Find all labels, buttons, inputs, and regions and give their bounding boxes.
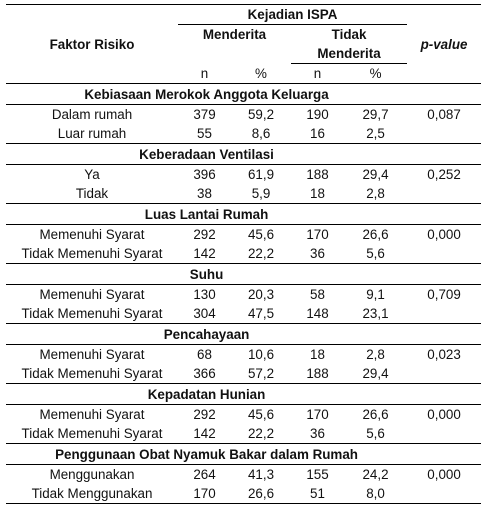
cell-pct-sick: 47,5 bbox=[247, 306, 275, 321]
table-row bbox=[6, 165, 481, 185]
section-title-pvalue-blank bbox=[407, 324, 481, 345]
cell-pct-not-sick: 24,2 bbox=[362, 467, 389, 482]
table-row bbox=[6, 285, 481, 305]
table-row bbox=[6, 465, 481, 485]
risk-factor-table bbox=[6, 4, 481, 504]
cell-pct-not-sick: 29,4 bbox=[362, 167, 389, 182]
header-n-not-sick: n bbox=[291, 64, 344, 84]
cell-pvalue: 0,000 bbox=[427, 407, 461, 422]
row-label: Menggunakan bbox=[49, 467, 135, 482]
cell-pct-not-sick: 8,0 bbox=[344, 484, 407, 504]
table-row bbox=[6, 105, 481, 125]
section-title: Luas Lantai Rumah bbox=[6, 204, 407, 225]
cell-pct-not-sick: 5,6 bbox=[366, 426, 385, 441]
cell-pvalue: 0,709 bbox=[427, 287, 461, 302]
section-title-pvalue-blank bbox=[407, 84, 481, 105]
cell-pct-not-sick: 2,8 bbox=[366, 186, 385, 201]
row-label: Tidak Memenuhi Syarat bbox=[21, 306, 163, 321]
cell-pct-not-sick: 2,8 bbox=[366, 347, 385, 362]
cell-n-not-sick: 170 bbox=[306, 407, 329, 422]
section-title: Kebiasaan Merokok Anggota Keluarga bbox=[6, 84, 407, 105]
section-title: Pencahayaan bbox=[6, 324, 407, 345]
section-header-row bbox=[6, 84, 481, 105]
cell-n-not-sick: 190 bbox=[306, 107, 329, 122]
cell-pct-sick: 59,2 bbox=[247, 107, 275, 122]
cell-pct-not-sick: 2,5 bbox=[366, 126, 385, 141]
row-label: Luar rumah bbox=[57, 126, 127, 141]
cell-n-sick: 264 bbox=[193, 467, 216, 482]
header-n-sick: n bbox=[178, 64, 231, 84]
header-pct-sick: % bbox=[231, 64, 291, 84]
section-title: Suhu bbox=[6, 264, 407, 285]
row-label: Tidak Memenuhi Syarat bbox=[21, 426, 163, 441]
cell-n-sick: 292 bbox=[193, 227, 216, 242]
cell-pct-sick: 8,6 bbox=[251, 126, 271, 141]
cell-n-sick: 142 bbox=[193, 246, 216, 261]
section-header-row bbox=[6, 444, 481, 465]
header-not-sick-line2: Menderita bbox=[317, 46, 381, 61]
cell-n-sick: 170 bbox=[178, 484, 231, 504]
cell-n-sick: 366 bbox=[193, 366, 216, 381]
table-row bbox=[6, 225, 481, 245]
cell-n-not-sick: 148 bbox=[306, 306, 329, 321]
section-header-row bbox=[6, 204, 481, 225]
cell-pct-sick: 22,2 bbox=[247, 426, 275, 441]
cell-pct-not-sick: 26,6 bbox=[362, 407, 389, 422]
cell-pct-sick: 41,3 bbox=[247, 467, 275, 482]
row-label: Tidak bbox=[75, 186, 109, 201]
section-title-pvalue-blank bbox=[407, 264, 481, 285]
header-sick: Menderita bbox=[202, 27, 267, 42]
section-title: Keberadaan Ventilasi bbox=[6, 144, 407, 165]
cell-pct-sick: 61,9 bbox=[247, 167, 275, 182]
cell-n-sick: 396 bbox=[193, 167, 216, 182]
cell-n-sick: 304 bbox=[193, 306, 216, 321]
cell-pct-not-sick: 29,4 bbox=[362, 366, 389, 381]
cell-pct-not-sick: 26,6 bbox=[362, 227, 389, 242]
cell-pvalue: 0,252 bbox=[427, 167, 461, 182]
table-row bbox=[6, 345, 481, 365]
header-pvalue: p-value bbox=[407, 5, 481, 84]
cell-n-not-sick: 36 bbox=[310, 426, 325, 441]
cell-pct-sick: 57,2 bbox=[247, 366, 275, 381]
cell-n-sick: 142 bbox=[193, 426, 216, 441]
cell-n-sick: 292 bbox=[193, 407, 216, 422]
cell-n-not-sick: 51 bbox=[291, 484, 344, 504]
cell-n-sick: 68 bbox=[197, 347, 212, 362]
header-not-sick bbox=[291, 25, 407, 64]
row-label: Memenuhi Syarat bbox=[39, 227, 145, 242]
cell-n-not-sick: 36 bbox=[310, 246, 325, 261]
cell-n-not-sick: 16 bbox=[310, 126, 325, 141]
section-title-pvalue-blank bbox=[407, 204, 481, 225]
cell-n-not-sick: 18 bbox=[310, 186, 325, 201]
section-title: Penggunaan Obat Nyamuk Bakar dalam Rumah bbox=[6, 444, 407, 465]
cell-n-not-sick: 170 bbox=[306, 227, 329, 242]
cell-pct-sick: 45,6 bbox=[247, 227, 275, 242]
cell-pct-not-sick: 9,1 bbox=[366, 287, 385, 302]
cell-pct-not-sick: 23,1 bbox=[362, 306, 389, 321]
cell-pct-sick: 5,9 bbox=[251, 186, 271, 201]
section-title-pvalue-blank bbox=[407, 444, 481, 465]
section-title-pvalue-blank bbox=[407, 144, 481, 165]
table-row bbox=[6, 405, 481, 425]
cell-pct-not-sick: 5,6 bbox=[366, 246, 385, 261]
row-label: Ya bbox=[84, 167, 100, 182]
cell-pct-sick: 22,2 bbox=[247, 246, 275, 261]
section-header-row bbox=[6, 144, 481, 165]
row-label: Tidak Memenuhi Syarat bbox=[21, 246, 163, 261]
table-body bbox=[6, 84, 481, 504]
section-header-row bbox=[6, 384, 481, 405]
cell-pvalue: 0,087 bbox=[427, 107, 461, 122]
cell-n-not-sick: 188 bbox=[306, 167, 329, 182]
section-title-pvalue-blank bbox=[407, 384, 481, 405]
section-header-row bbox=[6, 324, 481, 345]
cell-pct-sick: 10,6 bbox=[247, 347, 275, 362]
header-not-sick-line1: Tidak bbox=[331, 27, 367, 42]
cell-pct-sick: 20,3 bbox=[247, 287, 275, 302]
section-header-row bbox=[6, 264, 481, 285]
cell-n-not-sick: 18 bbox=[310, 347, 325, 362]
cell-n-not-sick: 155 bbox=[306, 467, 329, 482]
header-pct-not-sick: % bbox=[344, 64, 407, 84]
row-label: Tidak Memenuhi Syarat bbox=[21, 366, 163, 381]
row-label: Memenuhi Syarat bbox=[39, 407, 145, 422]
header-group: Kejadian ISPA bbox=[178, 5, 407, 25]
cell-n-sick: 130 bbox=[193, 287, 216, 302]
cell-n-not-sick: 188 bbox=[306, 366, 329, 381]
row-label: Memenuhi Syarat bbox=[39, 287, 145, 302]
cell-pct-sick: 26,6 bbox=[231, 484, 291, 504]
cell-n-sick: 55 bbox=[197, 126, 212, 141]
row-label: Tidak Menggunakan bbox=[6, 484, 178, 504]
row-label: Memenuhi Syarat bbox=[39, 347, 145, 362]
cell-pvalue: 0,023 bbox=[427, 347, 461, 362]
cell-n-sick: 379 bbox=[193, 107, 216, 122]
cell-n-not-sick: 58 bbox=[310, 287, 325, 302]
cell-pvalue: 0,000 bbox=[427, 227, 461, 242]
header-factor: Faktor Risiko bbox=[6, 5, 178, 84]
cell-pvalue: 0,000 bbox=[407, 465, 481, 504]
cell-pct-not-sick: 29,7 bbox=[362, 107, 389, 122]
table-header bbox=[6, 5, 481, 84]
section-title: Kepadatan Hunian bbox=[6, 384, 407, 405]
cell-n-sick: 38 bbox=[197, 186, 212, 201]
cell-pct-sick: 45,6 bbox=[247, 407, 275, 422]
row-label: Dalam rumah bbox=[51, 107, 133, 122]
